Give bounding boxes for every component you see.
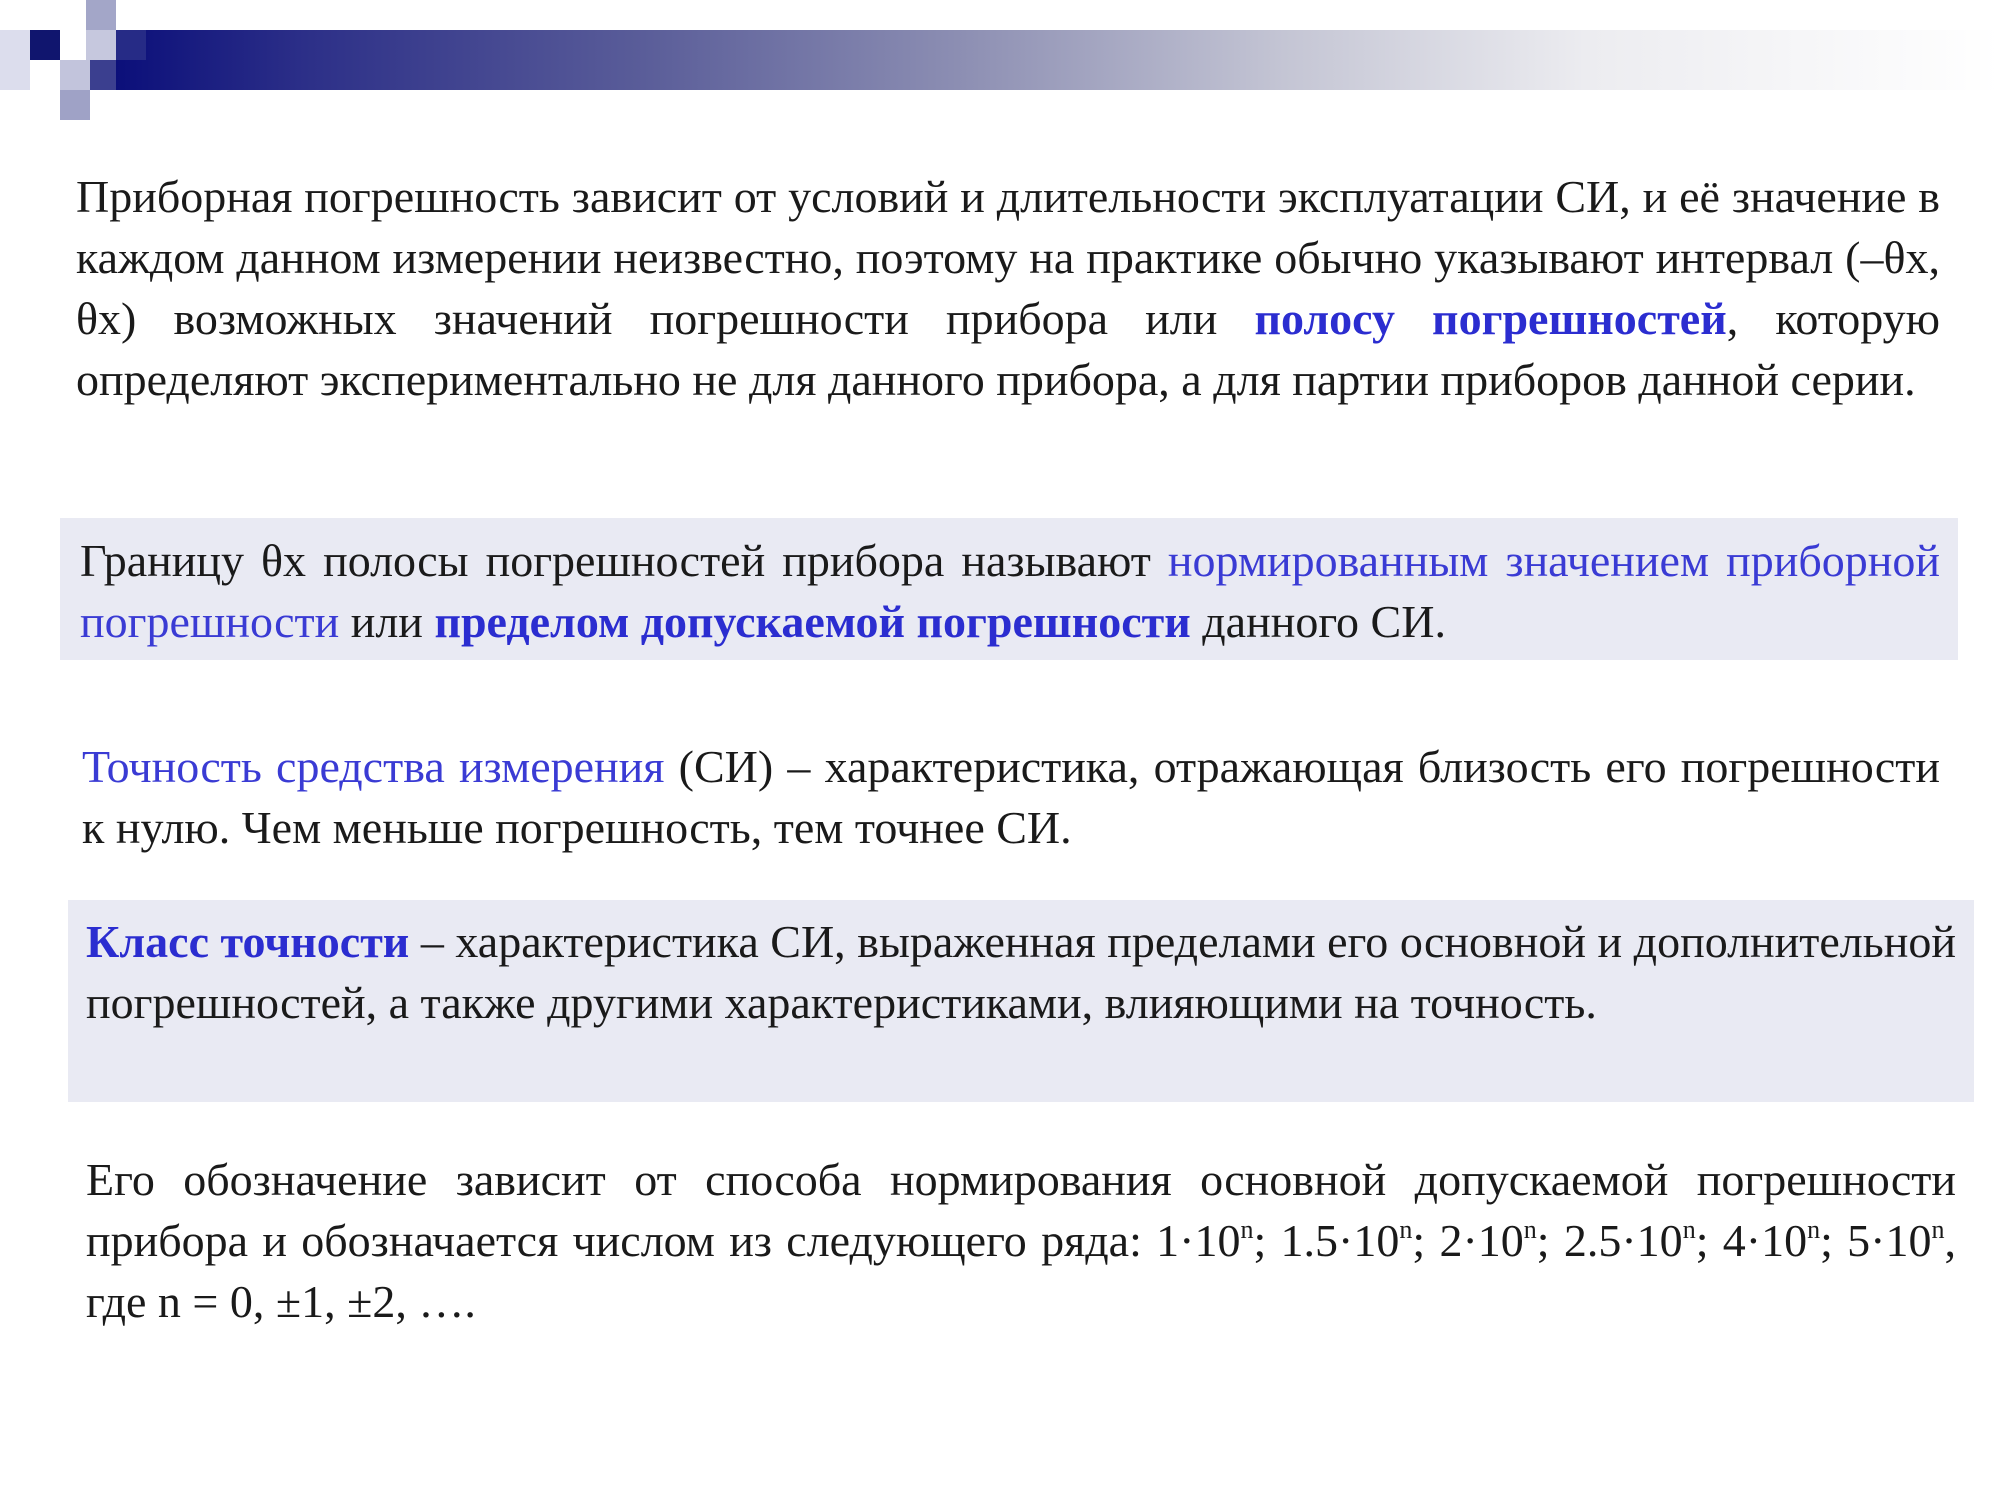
decor-square (90, 60, 116, 90)
text: ; 4·10 (1695, 1215, 1808, 1266)
term-normalized-value: нормированным значением приборной погрешности (80, 535, 1940, 647)
title-bar-gradient (116, 30, 2000, 90)
decor-square (86, 0, 116, 30)
exponent: n (1931, 1214, 1945, 1244)
text: , где n = 0, ±1, ±2, …. (86, 1215, 1956, 1327)
term-accuracy-class: Класс точности (86, 916, 410, 967)
decor-square (60, 90, 90, 120)
text: ; 1.5·10 (1253, 1215, 1400, 1266)
text: ; 5·10 (1820, 1215, 1932, 1266)
term-error-band: полосу погрешностей (1254, 293, 1727, 344)
text: – характеристика СИ, выраженная пределами его основной и дополнительной погрешностей, а также другими характеристиками, влияющими на точность. (86, 916, 1956, 1028)
paragraph-accuracy (82, 736, 1940, 858)
decor-square (0, 30, 30, 90)
text: Его обозначение зависит от способа нормирования основной допускаемой погрешности прибора и обозначается числом из следующего ряда: 1·10 (86, 1154, 1956, 1266)
decor-square (60, 60, 90, 90)
paragraph-accuracy-class (86, 911, 1956, 1033)
text: Границу θx полосы погрешностей прибора называют (80, 535, 1168, 586)
exponent: n (1523, 1214, 1537, 1244)
text: или (339, 596, 435, 647)
paragraph-class-designation (86, 1149, 1956, 1332)
text: данного СИ. (1190, 596, 1446, 647)
exponent: n (1807, 1214, 1821, 1244)
term-permissible-limit: пределом допускаемой погрешности (434, 596, 1191, 647)
text: , которую определяют экспериментально не для данного прибора, а для партии приборов данной серии. (76, 293, 1941, 405)
term-accuracy: Точность средства измерения (82, 741, 665, 792)
exponent: n (1240, 1214, 1254, 1244)
paragraph-error-limit (80, 530, 1940, 652)
decor-square (86, 30, 116, 60)
decor-square (30, 30, 60, 60)
text: ; 2·10 (1412, 1215, 1524, 1266)
text: (СИ) – характеристика, отражающая близость его погрешности к нулю. Чем меньше погрешность, тем точнее СИ. (82, 741, 1941, 853)
exponent: n (1682, 1214, 1696, 1244)
decor-square (116, 30, 146, 60)
exponent: n (1399, 1214, 1413, 1244)
text: ; 2.5·10 (1536, 1215, 1683, 1266)
text: Приборная погрешность зависит от условий и длительности эксплуатации СИ, и её значение в каждом данном измерении неизвестно, поэтому на практике обычно указывают интервал (–θx, θx) возможных значений погрешности прибора или (76, 171, 1940, 344)
paragraph-instrument-error (76, 166, 1940, 410)
